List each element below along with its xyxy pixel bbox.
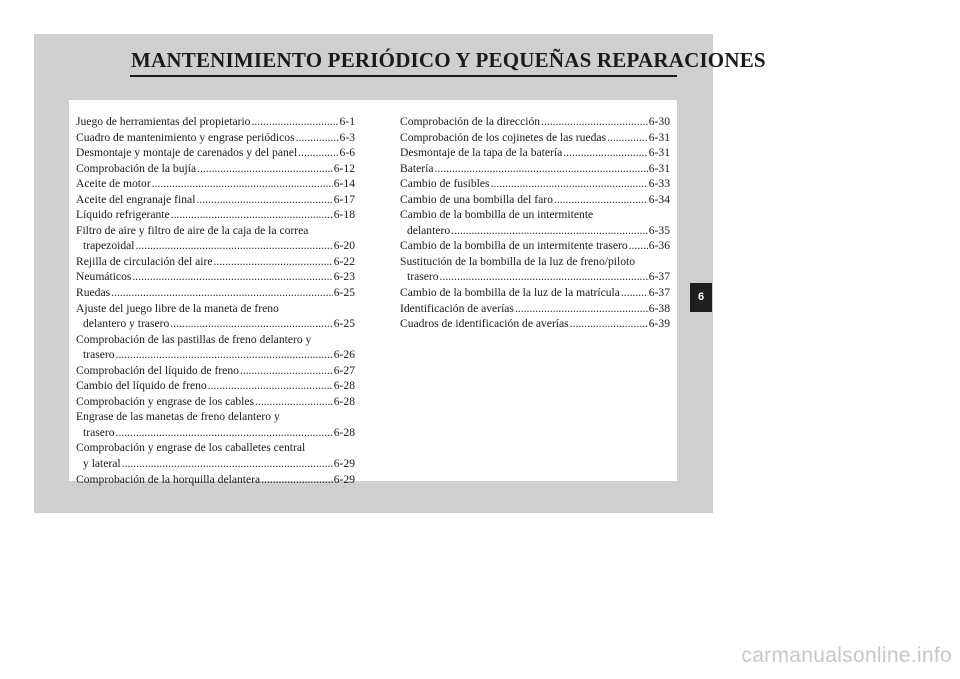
toc-entry[interactable]	[76, 192, 355, 208]
toc-entry[interactable]	[76, 332, 355, 363]
toc-entry-title: Desmontaje y montaje de carenados y del panel	[76, 146, 298, 160]
dot-leader	[132, 269, 332, 285]
toc-entry-title: Sustitución de la bombilla de la luz de freno/piloto	[400, 254, 636, 268]
toc-entry-page: 6-31	[648, 161, 670, 175]
toc-entry[interactable]	[400, 145, 670, 161]
page-title: MANTENIMIENTO PERIÓDICO Y PEQUEÑAS REPARACIONES	[131, 48, 766, 72]
toc-entry-page: 6-35	[648, 223, 670, 237]
toc-entry-title: Engrase de las manetas de freno delantero y	[76, 410, 280, 424]
toc-entry-title: Comprobación del líquido de freno	[76, 363, 239, 377]
toc-entry[interactable]	[400, 192, 670, 208]
toc-entry[interactable]	[76, 176, 355, 192]
page-panel	[34, 34, 766, 513]
toc-entry[interactable]	[76, 363, 355, 379]
dot-leader	[296, 130, 339, 146]
toc-card	[69, 100, 677, 486]
toc-entry-title: Cambio de la bombilla de un intermitente	[400, 208, 594, 222]
dot-leader	[261, 472, 333, 488]
toc-entry-page: 6-28	[333, 394, 355, 408]
toc-entry[interactable]	[76, 472, 355, 488]
toc-entry-title: Cambio de fusibles	[400, 177, 490, 191]
toc-entry[interactable]	[76, 440, 355, 471]
toc-entry[interactable]	[76, 269, 355, 285]
toc-entry-title: Comprobación y engrase de los caballetes central	[76, 441, 306, 455]
toc-entry-title: Aceite de motor	[76, 177, 151, 191]
toc-entry-page: 6-36	[648, 239, 670, 253]
toc-entry-title: Comprobación de los cojinetes de las ruedas	[400, 130, 607, 144]
toc-entry-title: Desmontaje de la tapa de la batería	[400, 146, 563, 160]
dot-leader	[563, 145, 648, 161]
toc-entry-page: 6-25	[333, 286, 355, 300]
toc-entry-page: 6-28	[333, 379, 355, 393]
toc-entry-page: 6-25	[333, 317, 355, 331]
dot-leader	[240, 363, 333, 379]
toc-entry-title: Cuadro de mantenimiento y engrase periódicos	[76, 130, 295, 144]
toc-entry-title: y lateral	[83, 457, 121, 471]
dot-leader	[122, 456, 333, 472]
toc-entry[interactable]	[76, 130, 355, 146]
toc-entry[interactable]	[76, 223, 355, 254]
toc-entry-page: 6-23	[333, 270, 355, 284]
toc-entry-page: 6-22	[333, 254, 355, 268]
dot-leader	[116, 425, 333, 441]
dot-leader	[111, 285, 333, 301]
toc-entry-page: 6-39	[648, 317, 670, 331]
toc-entry-page: 6-34	[648, 192, 670, 206]
toc-entry-title: Batería	[400, 161, 434, 175]
toc-entry-page: 6-38	[648, 301, 670, 315]
toc-entry-title: Comprobación de la horquilla delantera	[76, 472, 261, 486]
toc-entry-title: Comprobación de la bujía	[76, 161, 197, 175]
toc-entry-title: trapezoidal	[83, 239, 135, 253]
dot-leader	[197, 161, 333, 177]
dot-leader	[213, 254, 332, 270]
toc-entry-title: Ruedas	[76, 286, 111, 300]
toc-entry-title: Identificación de averías	[400, 301, 514, 315]
toc-entry-page: 6-28	[333, 425, 355, 439]
toc-entry-title: Filtro de aire y filtro de aire de la caja de la correa	[76, 223, 309, 237]
toc-entry-title: Rejilla de circulación del aire	[76, 254, 213, 268]
dot-leader	[298, 145, 338, 161]
dot-leader	[621, 285, 648, 301]
dot-leader	[629, 238, 648, 254]
toc-entry[interactable]	[76, 378, 355, 394]
toc-entry[interactable]	[400, 114, 670, 130]
dot-leader	[434, 161, 647, 177]
toc-entry-page: 6-6	[339, 146, 355, 160]
dot-leader	[116, 347, 333, 363]
toc-entry-page: 6-1	[339, 115, 355, 128]
toc-entry-title: trasero	[83, 425, 115, 439]
toc-entry-page: 6-12	[333, 161, 355, 175]
toc-entry-title: trasero	[407, 270, 439, 284]
dot-leader	[440, 269, 648, 285]
toc-entry-title: Cuadros de identificación de averías	[400, 317, 569, 331]
toc-entry[interactable]	[400, 161, 670, 177]
toc-entry[interactable]	[76, 161, 355, 177]
dot-leader	[541, 114, 648, 130]
toc-entry[interactable]	[76, 301, 355, 332]
toc-entry[interactable]	[76, 409, 355, 440]
toc-entry-title: trasero	[83, 348, 115, 362]
toc-entry[interactable]	[76, 114, 355, 130]
toc-entry-title: Cambio de la bombilla de la luz de la matrícula	[400, 286, 620, 300]
toc-column-left	[76, 114, 355, 487]
title-underline	[130, 75, 677, 77]
toc-entry[interactable]	[76, 394, 355, 410]
watermark: carmanualsonline.info	[741, 644, 952, 667]
toc-entry-title: delantero	[407, 223, 451, 237]
toc-entry[interactable]	[400, 316, 670, 332]
chapter-tab[interactable]: 6	[690, 283, 712, 312]
toc-entry-page: 6-29	[333, 472, 355, 486]
dot-leader	[136, 238, 333, 254]
dot-leader	[607, 130, 648, 146]
toc-entry-title: Aceite del engranaje final	[76, 192, 196, 206]
toc-entry-page: 6-20	[333, 239, 355, 253]
dot-leader	[255, 394, 333, 410]
dot-leader	[251, 114, 338, 130]
toc-entry-title: Juego de herramientas del propietario	[76, 115, 251, 128]
toc-entry[interactable]	[76, 285, 355, 301]
toc-entry-page: 6-31	[648, 130, 670, 144]
dot-leader	[570, 316, 648, 332]
dot-leader	[451, 223, 648, 239]
toc-entry-title: Comprobación de las pastillas de freno delantero y	[76, 332, 312, 346]
toc-entry-title: Líquido refrigerante	[76, 208, 170, 222]
toc-entry-page: 6-29	[333, 457, 355, 471]
toc-entry-title: delantero y trasero	[83, 317, 170, 331]
toc-entry-page: 6-3	[339, 130, 355, 144]
toc-entry[interactable]	[400, 207, 670, 238]
toc-entry[interactable]	[76, 207, 355, 223]
toc-entry-title: Comprobación y engrase de los cables	[76, 394, 255, 408]
dot-leader	[554, 192, 648, 208]
toc-entry-page: 6-37	[648, 286, 670, 300]
toc-entry-page: 6-18	[333, 208, 355, 222]
toc-entry-page: 6-14	[333, 177, 355, 191]
toc-entry-title: Neumáticos	[76, 270, 132, 284]
toc-entry[interactable]	[400, 301, 670, 317]
dot-leader	[171, 207, 333, 223]
toc-entry[interactable]	[76, 145, 355, 161]
toc-entry-page: 6-30	[648, 115, 670, 128]
toc-entry-title: Comprobación de la dirección	[400, 115, 541, 128]
toc-entry[interactable]	[400, 130, 670, 146]
dot-leader	[170, 316, 332, 332]
toc-entry-page: 6-37	[648, 270, 670, 284]
toc-entry-title: Ajuste del juego libre de la maneta de freno	[76, 301, 279, 315]
toc-entry-title: Cambio de la bombilla de un intermitente trasero	[400, 239, 628, 253]
toc-entry[interactable]	[400, 254, 670, 285]
toc-entry-title: Cambio de una bombilla del faro	[400, 192, 553, 206]
dot-leader	[152, 176, 333, 192]
toc-entry-page: 6-33	[648, 177, 670, 191]
dot-leader	[208, 378, 333, 394]
toc-entry-page: 6-31	[648, 146, 670, 160]
toc-entry-page: 6-17	[333, 192, 355, 206]
dot-leader	[196, 192, 332, 208]
toc-entry[interactable]	[400, 285, 670, 301]
toc-column-right	[400, 114, 670, 332]
toc-entry-page: 6-27	[333, 363, 355, 377]
dot-leader	[491, 176, 648, 192]
dot-leader	[515, 301, 648, 317]
toc-entry-title: Cambio del líquido de freno	[76, 379, 207, 393]
toc-entry[interactable]	[400, 238, 670, 254]
toc-entry[interactable]	[76, 254, 355, 270]
toc-entry-page: 6-26	[333, 348, 355, 362]
toc-entry[interactable]	[400, 176, 670, 192]
